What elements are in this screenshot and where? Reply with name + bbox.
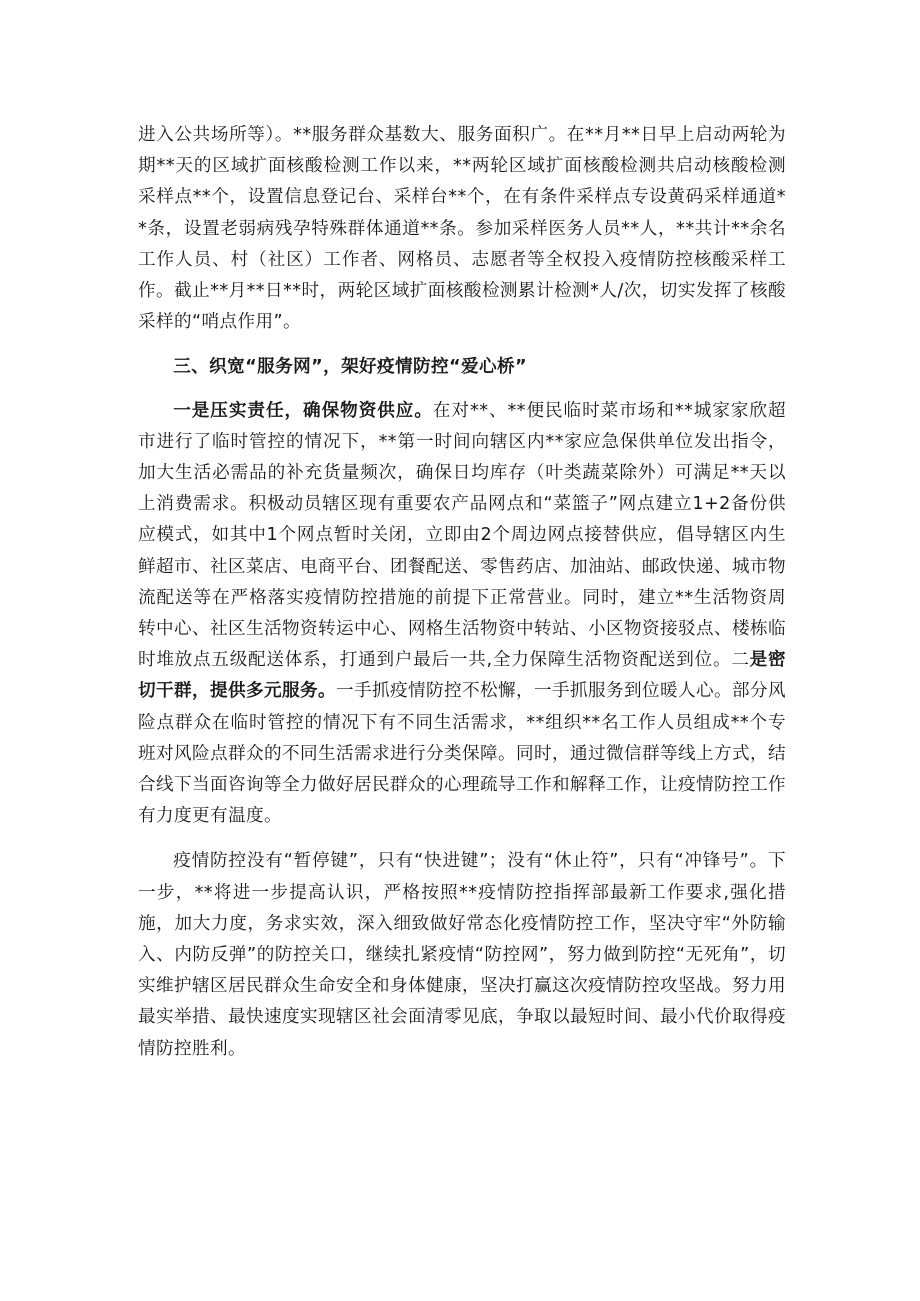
point-one-lead: 一是压实责任，确保物资供应。	[173, 400, 433, 421]
paragraph-conclusion: 疫情防控没有“暂停键”，只有“快进键”；没有“休止符”，只有“冲锋号”。下一步，**将进一步提高认识，严格按照**疫情防控指挥部最新工作要求,强化措施，加大力度，务求实效，深入细致做好常态化疫情防控工作，坚决守牢“外防输入、内防反弹”的防控关口，继续扎紧疫情“防控网”，努力做到防控“无死角”，切实维护辖区居民群众生命安全和身体健康，坚决打赢这次疫情防控攻坚战。努力用最实举措、最快速度实现辖区社会面清零见底，争取以最短时间、最小代价取得疫情防控胜利。	[138, 851, 786, 1059]
section-heading-3: 三、织宽“服务网”，架好疫情防控“爱心桥”	[173, 357, 527, 378]
point-two-prefix: 二	[731, 650, 750, 671]
point-one-text: 在对**、**便民临时菜市场和**城家家欣超市进行了临时管控的情况下，**第一时间向辖区内**家应急保供单位发出指令，加大生活必需品的补充货量频次，确保日均库存（叶类蔬菜除外）可满足**天以上消费需求。积极动员辖区现有重要农产品网点和“菜篮子”网点建立1+2备份供应模式，如其中1个网点暂时关闭，立即由2个周边网点接替供应，倡导辖区内生鲜超市、社区菜店、电商平台、团餐配送、零售药店、加油站、邮政快递、城市物流配送等在严格落实疫情防控措施的前提下正常营业。同时，建立**生活物资周转中心、社区生活物资转运中心、网格生活物资中转站、小区物资接驳点、楼栋临时堆放点五级配送体系，打通到户最后一共,全力保障生活物资配送到位。	[138, 400, 786, 671]
point-two-text: 一手抓疫情防控不松懈，一手抓服务到位暖人心。部分风险点群众在临时管控的情况下有不同生活需求，**组织**名工作人员组成**个专班对风险点群众的不同生活需求进行分类保障。同时，通过微信群等线上方式，结合线下当面咨询等全力做好居民群众的心理疏导工作和解释工作，让疫情防控工作有力度更有温度。	[138, 681, 787, 827]
paragraph-nucleic-testing: 进入公共场所等）。**服务群众基数大、服务面积广。在**月**日早上启动两轮为期**天的区域扩面核酸检测工作以来，**两轮区域扩面核酸检测共启动核酸检测采样点**个，设置信息登记台、采样台**个，在有条件采样点专设黄码采样通道**条，设置老弱病残孕特殊群体通道**条。参加采样医务人员**人，**共计**余名工作人员、村（社区）工作者、网格员、志愿者等全权投入疫情防控核酸采样工作。截止**月**日**时，两轮区域扩面核酸检测累计检测*人/次，切实发挥了核酸采样的“哨点作用”。	[138, 125, 786, 333]
point-two-lead: 是密切干群，提供多元服务。	[138, 650, 786, 702]
document-page	[138, 120, 786, 1065]
paragraph-service-network	[138, 396, 786, 833]
